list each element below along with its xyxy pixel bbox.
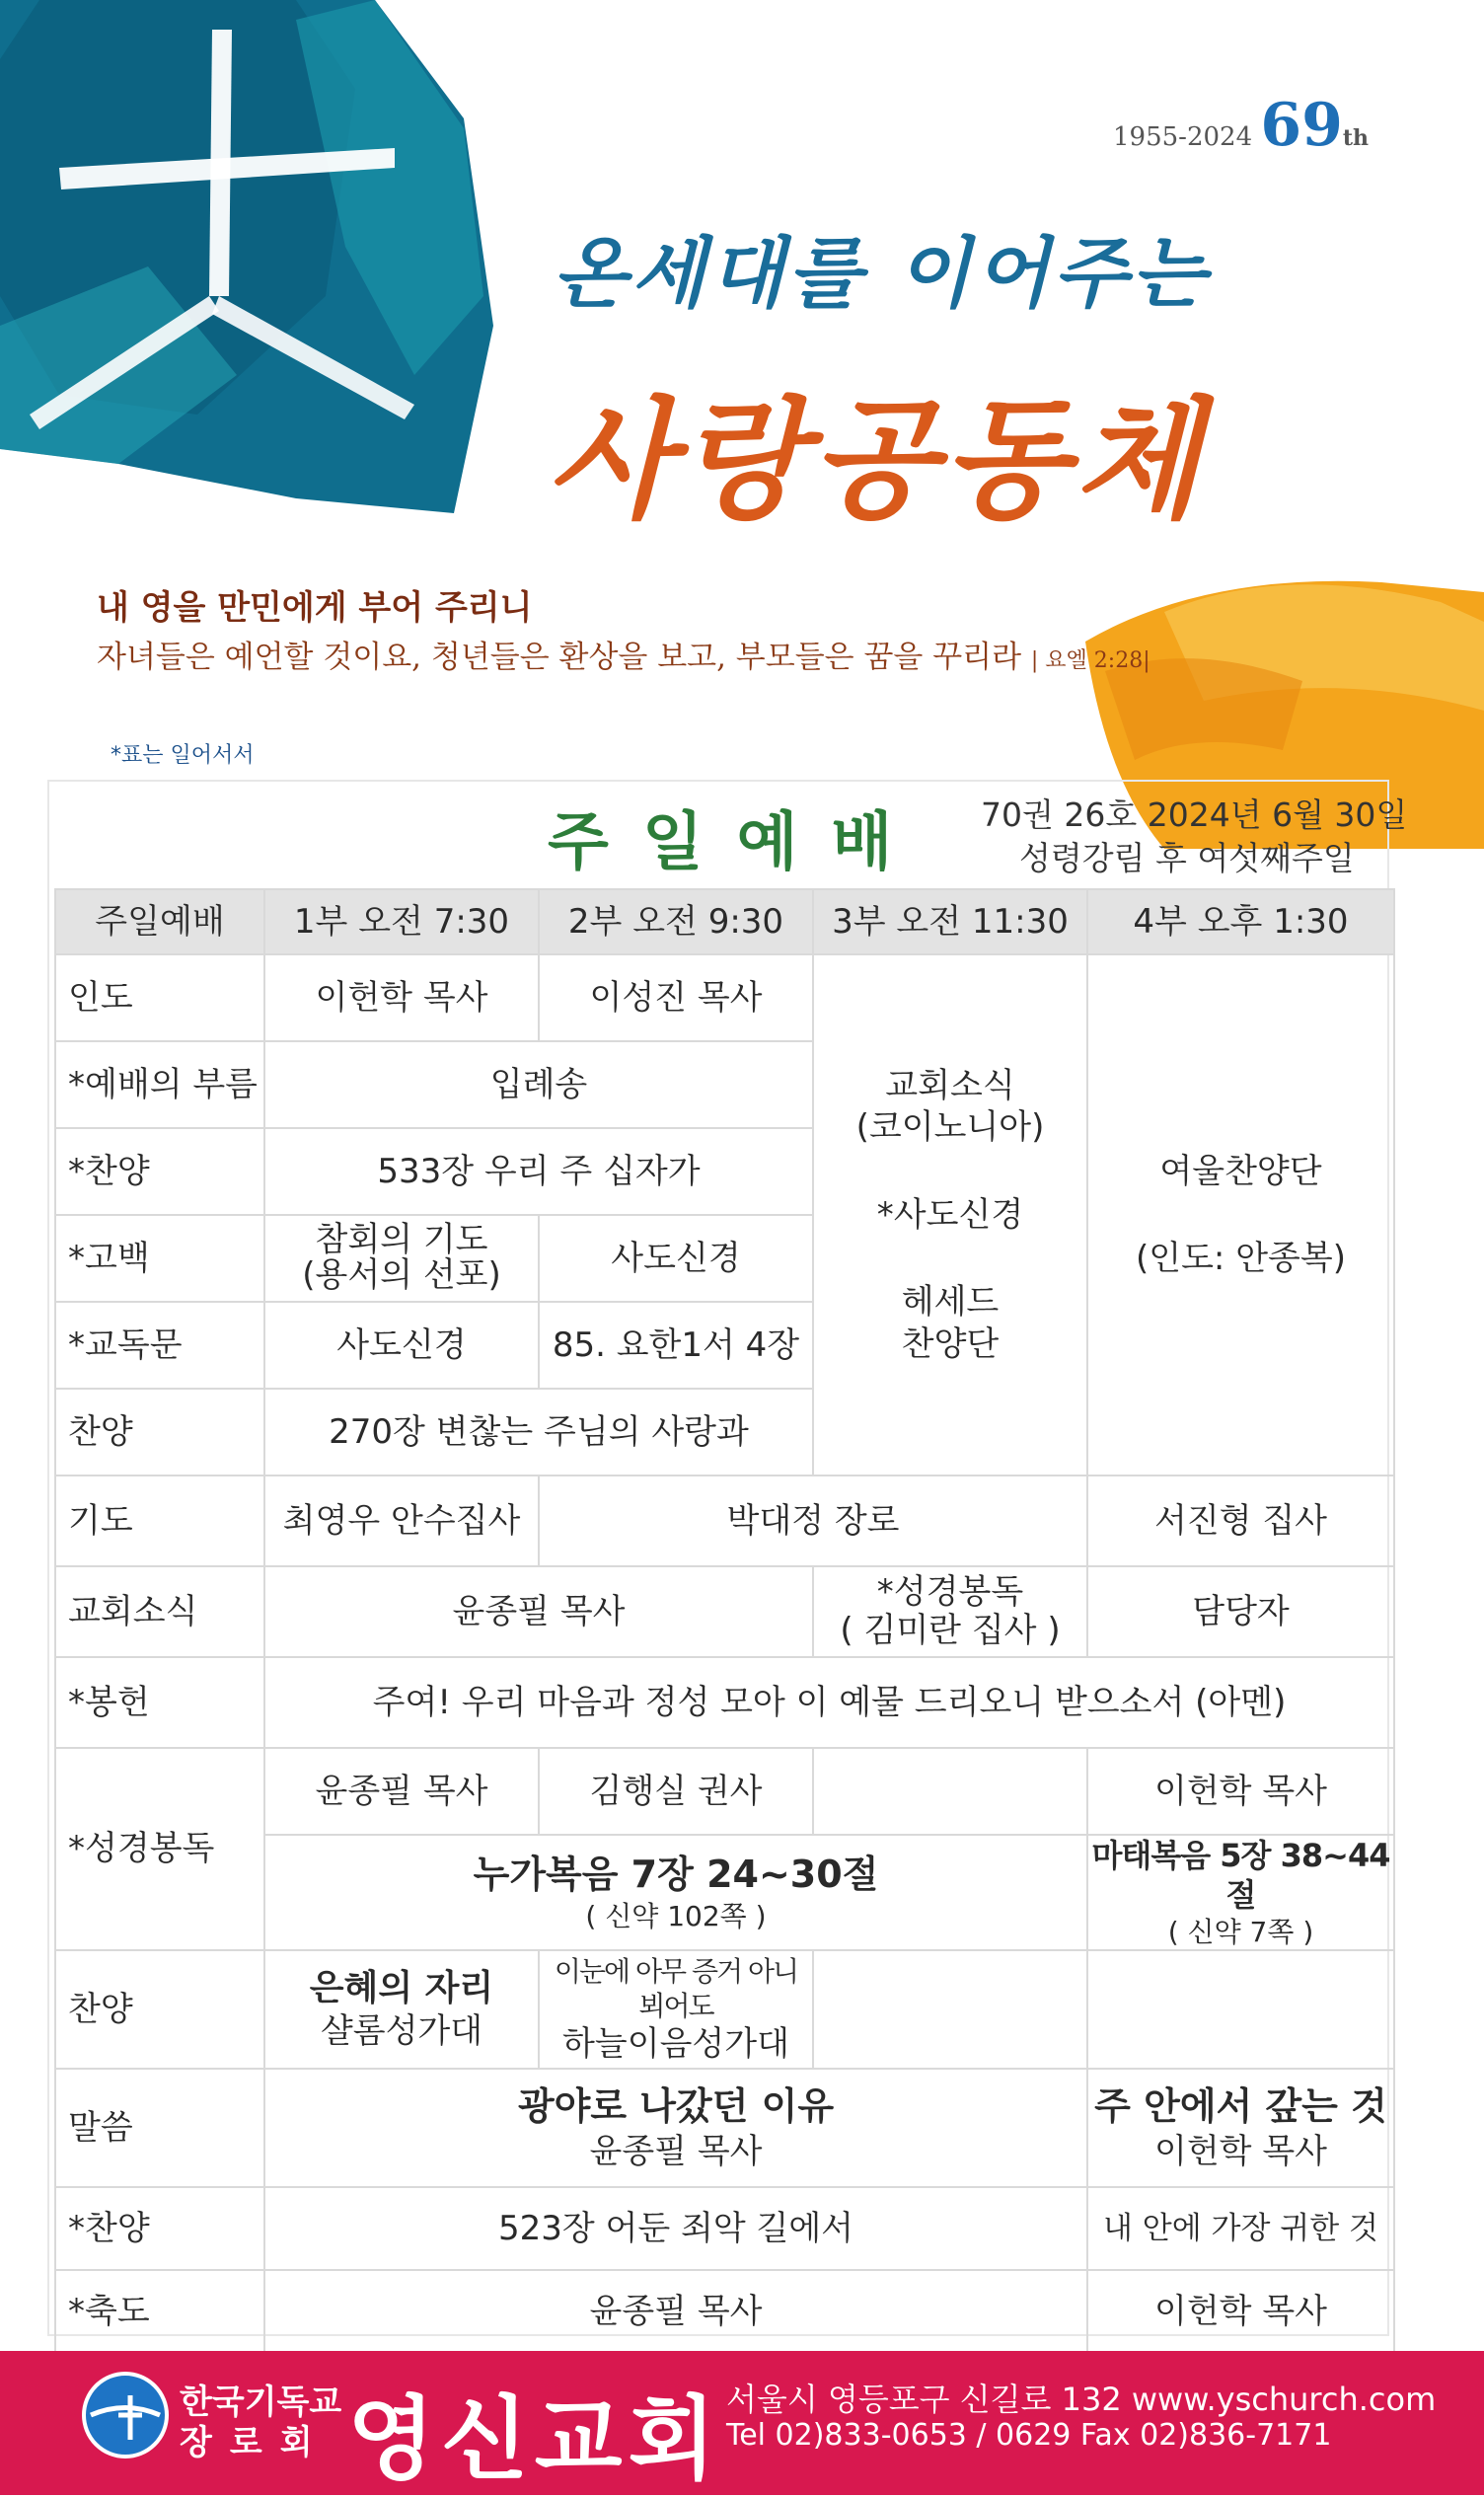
anniversary-badge [1113, 91, 1369, 160]
cell: 박대정 장로 [539, 1476, 1087, 1566]
issue-info: 70권 26호 2024년 6월 30일 [981, 795, 1408, 834]
standing-note: *표는 일어서서 [111, 743, 255, 768]
cell-text: 샬롬성가대 [320, 2011, 483, 2052]
table-header-row [55, 889, 1394, 954]
slogan-line1: 온세대를 이어주는 [553, 230, 1210, 319]
cell [1087, 1950, 1394, 2069]
verse-line2 [97, 632, 1150, 676]
liturgical-sunday: 성령강림 후 여섯째주일 [1019, 839, 1355, 877]
verse-text: 자녀들은 예언할 것이요, 청년들은 환상을 보고, 부모들은 꿈을 꾸리라 [97, 640, 1022, 675]
cell-text: ( 신약 102쪽 ) [585, 1899, 767, 1932]
cell-text: 여울찬양단 [1159, 1151, 1322, 1191]
cell-text: 교회소식 [885, 1065, 1015, 1105]
cell: 내 안에 가장 귀한 것 [1087, 2187, 1394, 2270]
table-row [55, 1748, 1394, 1835]
row-label: *봉헌 [55, 1657, 264, 1748]
cell: 담당자 [1087, 1566, 1394, 1657]
service4-block [1087, 954, 1394, 1476]
cell: 사도신경 [539, 1215, 813, 1302]
church-contact: Tel 02)833-0653 / 0629 Fax 02)836-7171 [726, 2418, 1332, 2453]
cell: 서진형 집사 [1087, 1476, 1394, 1566]
row-label: *찬양 [55, 1128, 264, 1215]
cell: 윤종필 목사 [264, 2270, 1087, 2353]
table-row [55, 2069, 1394, 2187]
cell-text: 하늘이음성가대 [562, 2023, 789, 2064]
church-name: 영신교회 [347, 2386, 722, 2492]
cell [264, 1950, 539, 2069]
worship-order-table [54, 888, 1395, 2354]
denomination-line2: 장로회 [180, 2423, 331, 2462]
cell: 윤종필 목사 [264, 1566, 813, 1657]
cell [813, 1950, 1087, 2069]
table-row [55, 2187, 1394, 2270]
cell-text: (코이노니아) [855, 1107, 1045, 1148]
cell-text: 은혜의 자리 [309, 1968, 494, 2009]
cell [264, 2069, 1087, 2187]
anniversary-number: 69 [1260, 91, 1343, 160]
row-label: *축도 [55, 2270, 264, 2353]
row-label: *찬양 [55, 2187, 264, 2270]
header-cell: 2부 오전 9:30 [539, 889, 813, 954]
row-label: 기도 [55, 1476, 264, 1566]
row-label: 말씀 [55, 2069, 264, 2187]
cell: 김행실 권사 [539, 1748, 813, 1835]
service-title: 주일예배 [548, 806, 927, 879]
cell: 이성진 목사 [539, 954, 813, 1041]
cell: 입례송 [264, 1041, 813, 1128]
cell-text: 이헌학 목사 [1153, 2131, 1328, 2171]
cell-text: 헤세드 [901, 1282, 1000, 1323]
cell [1087, 1835, 1394, 1950]
header-cell: 4부 오후 1:30 [1087, 889, 1394, 954]
row-label: *예배의 부름 [55, 1041, 264, 1128]
cell: 85. 요한1서 4장 [539, 1302, 813, 1389]
service3-block [813, 954, 1087, 1476]
slogan-line2: 사랑공동체 [548, 385, 1207, 537]
row-label: 찬양 [55, 1950, 264, 2069]
row-label: 교회소식 [55, 1566, 264, 1657]
cell: 최영우 안수집사 [264, 1476, 539, 1566]
cell-text: ( 김미란 집사 ) [840, 1611, 1061, 1650]
row-label: 찬양 [55, 1389, 264, 1476]
cell-text: 윤종필 목사 [589, 2131, 763, 2171]
cell: 이헌학 목사 [1087, 1748, 1394, 1835]
header-cell: 주일예배 [55, 889, 264, 954]
cell: 윤종필 목사 [264, 1748, 539, 1835]
cell-text: 이눈에 아무 증거 아니 뵈어도 [554, 1954, 798, 2022]
cell-text: 누가복음 7장 24~30절 [473, 1853, 879, 1897]
table-row [55, 1566, 1394, 1657]
church-address: 서울시 영등포구 신길로 132 www.yschurch.com [726, 2381, 1437, 2418]
verse-line1: 내 영을 만민에게 부어 주리니 [97, 588, 533, 628]
cell-text: 광야로 나갔던 이유 [517, 2084, 835, 2128]
cell: 533장 우리 주 십자가 [264, 1128, 813, 1215]
cell: 이헌학 목사 [1087, 2270, 1394, 2353]
cell-text: 주 안에서 갚는 것 [1094, 2084, 1387, 2128]
cell [813, 1748, 1087, 1835]
cell [813, 1566, 1087, 1657]
row-label: *성경봉독 [55, 1748, 264, 1950]
table-row [55, 2270, 1394, 2353]
row-label: 인도 [55, 954, 264, 1041]
denomination-line1: 한국기독교 [180, 2383, 342, 2422]
years-text: 1955-2024 [1113, 122, 1253, 152]
cell [539, 1950, 813, 2069]
church-logo-icon [81, 2371, 170, 2459]
verse-reference: | 요엘 2:28| [1030, 648, 1150, 673]
header-cell: 3부 오전 11:30 [813, 889, 1087, 954]
cell-text: *사도신경 [876, 1194, 1024, 1235]
cell: 270장 변찮는 주님의 사랑과 [264, 1389, 813, 1476]
cell-text: ( 신약 7쪽 ) [1167, 1916, 1314, 1948]
anniversary-suffix: th [1342, 125, 1370, 151]
cell [264, 1835, 1087, 1950]
row-label: *고백 [55, 1215, 264, 1302]
table-row [55, 1657, 1394, 1748]
cell [264, 1215, 539, 1302]
row-label: *교독문 [55, 1302, 264, 1389]
header-cell: 1부 오전 7:30 [264, 889, 539, 954]
table-row [55, 1950, 1394, 2069]
cell-text: (인도: 안종복) [1135, 1239, 1346, 1278]
cell-text: 찬양단 [901, 1324, 1000, 1364]
cell-text: 참회의 기도 [315, 1220, 488, 1260]
cell-text: 마태복음 5장 38~44절 [1091, 1837, 1390, 1914]
cell-text: (용서의 선포) [302, 1255, 501, 1295]
table-row [55, 1476, 1394, 1566]
cell: 주여! 우리 마음과 정성 모아 이 예물 드리오니 받으소서 (아멘) [264, 1657, 1394, 1748]
cell [1087, 2069, 1394, 2187]
cell: 이헌학 목사 [264, 954, 539, 1041]
cell: 사도신경 [264, 1302, 539, 1389]
table-row [55, 954, 1394, 1041]
cell: 523장 어둔 죄악 길에서 [264, 2187, 1087, 2270]
blue-brush-cross-art [0, 0, 513, 533]
cell-text: *성경봉독 [876, 1571, 1024, 1612]
